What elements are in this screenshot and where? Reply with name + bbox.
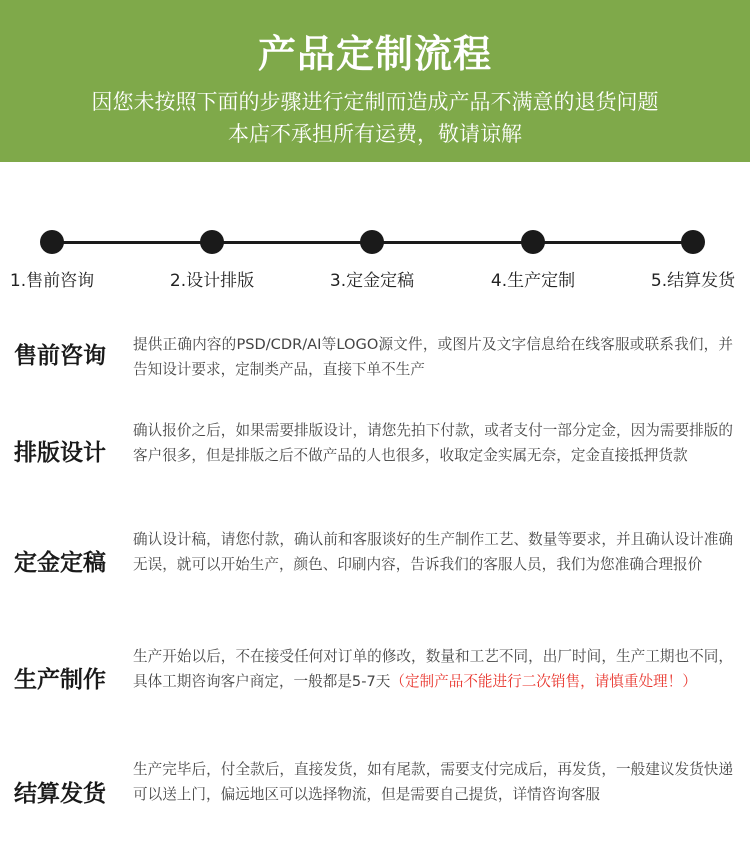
section-text: 确认报价之后，如果需要排版设计，请您先拍下付款，或者支付一部分定金，因为需要排版的客户很多，但是排版之后不做产品的人也很多，收取定金实属无奈，定金直接抵押货款 xyxy=(133,422,733,464)
step-label: 2.设计排版 xyxy=(169,271,255,291)
step-3 xyxy=(302,230,442,292)
step-dot-icon xyxy=(681,230,705,254)
section-text xyxy=(133,644,733,694)
section-title: 结算发货 xyxy=(14,781,106,807)
step-5 xyxy=(623,230,750,292)
step-4 xyxy=(463,230,603,292)
section-title: 生产制作 xyxy=(14,667,106,693)
step-dot-icon xyxy=(360,230,384,254)
step-1 xyxy=(0,230,122,292)
section-text-main: 生产开始以后，不在接受任何对订单的修改，数量和工艺不同，出厂时间，生产工期也不同，具体工期咨询客户商定，一般都是5-7天 xyxy=(133,648,733,690)
section-text: 生产完毕后，付全款后，直接发货，如有尾款，需要支付完成后，再发货，一般建议发货快递可以送上门，偏远地区可以选择物流，但是需要自己提货，详情咨询客服 xyxy=(133,761,733,803)
step-label: 1.售前咨询 xyxy=(9,271,95,291)
step-label: 5.结算发货 xyxy=(650,271,736,291)
section-title: 定金定稿 xyxy=(14,550,106,576)
section-text: 确认设计稿，请您付款，确认前和客服谈好的生产制作工艺、数量等要求，并且确认设计准确无误，就可以开始生产，颜色、印刷内容，告诉我们的客服人员，我们为您准确合理报价 xyxy=(133,531,733,573)
step-2 xyxy=(142,230,282,292)
step-label: 3.定金定稿 xyxy=(329,271,415,291)
header-notice-line2: 本店不承担所有运费，敬请谅解 xyxy=(228,122,522,146)
section-title: 排版设计 xyxy=(14,440,106,466)
step-label: 4.生产定制 xyxy=(490,271,576,291)
header-notice-line1: 因您未按照下面的步骤进行定制而造成产品不满意的退货问题 xyxy=(91,90,659,114)
process-timeline xyxy=(0,225,750,295)
step-dot-icon xyxy=(200,230,224,254)
step-dot-icon xyxy=(40,230,64,254)
section-text: 提供正确内容的PSD/CDR/AI等LOGO源文件，或图片及文字信息给在线客服或联系我们，并告知设计要求，定制类产品，直接下单不生产 xyxy=(133,336,733,378)
step-dot-icon xyxy=(521,230,545,254)
page-title: 产品定制流程 xyxy=(257,32,492,76)
header-banner xyxy=(0,0,750,162)
section-title: 售前咨询 xyxy=(14,343,106,369)
warning-note: （定制产品不能进行二次销售，请慎重处理！） xyxy=(390,673,697,690)
